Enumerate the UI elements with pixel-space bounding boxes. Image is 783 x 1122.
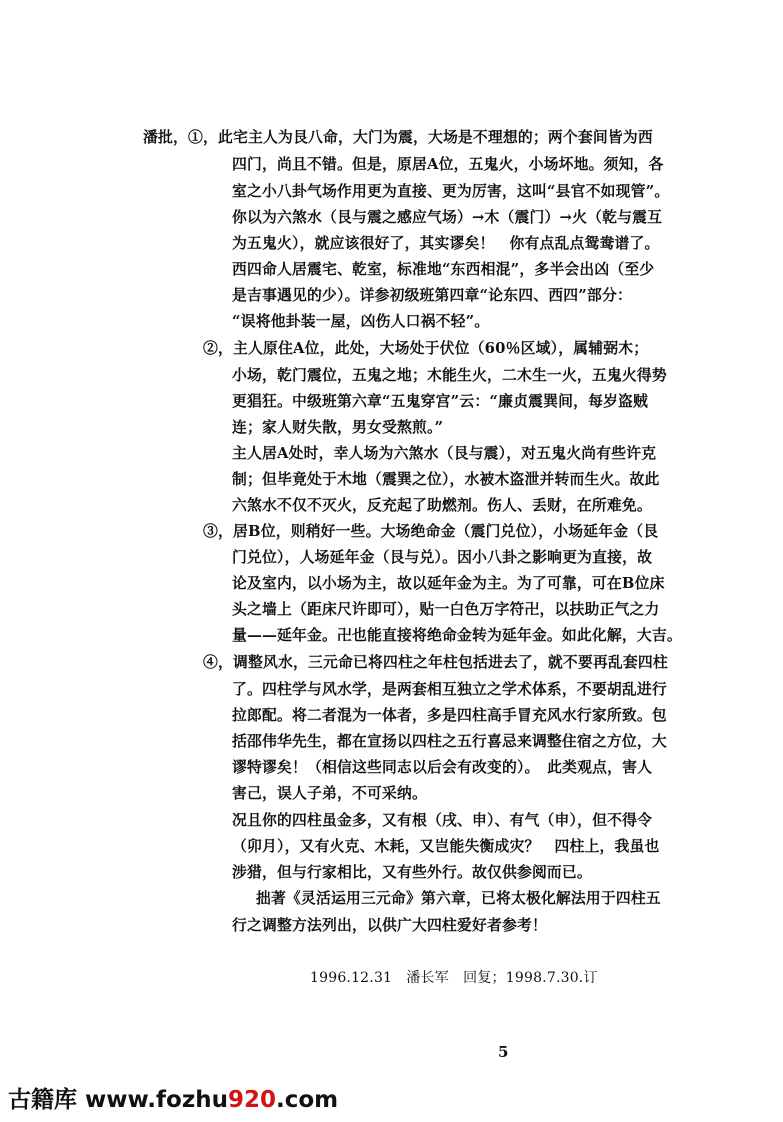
watermark-prefix: 古籍库 www.fozhu <box>8 1087 228 1113</box>
text-line: 害己，误人子弟，不可采纳。 <box>232 785 427 802</box>
text-line: 连；家人财失散，男女受熬煎。” <box>232 419 444 436</box>
watermark-suffix: .com <box>275 1087 339 1113</box>
text-line: 况且你的四柱虽金多，又有根（戌、申）、有气（申），但不得令 <box>232 812 653 829</box>
page-number: 5 <box>498 1043 509 1061</box>
text-line: ④，调整风水，三元命已将四柱之年柱包括进去了，就不要再乱套四柱 <box>203 654 668 671</box>
text-line: 量——延年金。卍也能直接将绝命金转为延年金。如此化解，大吉。 <box>232 627 682 644</box>
text-line: 论及室内，以小场为主，故以延年金为主。为了可靠，可在B位床 <box>232 575 665 592</box>
text-line: 拉郎配。将二者混为一体者，多是四柱高手冒充风水行家所致。包 <box>232 707 667 724</box>
text-line: 制；但毕竟处于木地（震巽之位），水被木盗泄并转而生火。故此 <box>232 471 660 488</box>
text-line: 更猖狂。中级班第六章“五鬼穿宫”云：“廉贞震巽间，每岁盗贼 <box>232 393 649 410</box>
text-line: 谬特谬矣！（相信这些同志以后会有改变的）。 此类观点，害人 <box>232 759 653 776</box>
text-line: 你以为六煞水（艮与震之感应气场）→木（震门）→火（乾与震互 <box>232 209 663 226</box>
text-line: 小场，乾门震位，五鬼之地；木能生火，二木生一火，五鬼火得势 <box>232 367 667 384</box>
text-line: ②，主人原住A位，此处，大场处于伏位（60％区域），属辅弼木； <box>203 340 649 357</box>
text-line: 潘批，①，此宅主人为艮八命，大门为震，大场是不理想的；两个套间皆为西 <box>143 129 653 146</box>
text-line: 行之调整方法列出，以供广大四柱爱好者参考！ <box>232 917 547 934</box>
text-line: 是吉事遇见的少）。详参初级班第四章“论东四、西四”部分： <box>232 287 632 304</box>
text-line: 头之墙上（距床尺许即可），贴一白色万字符卍，以扶助正气之力 <box>232 601 660 618</box>
text-line: 括邵伟华先生，都在宣扬以四柱之五行喜忌来调整住宿之方位，大 <box>232 733 667 750</box>
text-line: 主人居A处时，幸人场为六煞水（艮与震），对五鬼火尚有些许克 <box>232 445 657 462</box>
text-line: 门兑位），人场延年金（艮与兑）。因小八卦之影响更为直接，故 <box>232 549 653 566</box>
text-line: 了。四柱学与风水学，是两套相互独立之学术体系，不要胡乱进行 <box>232 681 667 698</box>
text-line: 六煞水不仅不灭火，反充起了助燃剂。伤人、丢财，在所难免。 <box>232 497 652 514</box>
text-line: （卯月），又有火克、木耗，又岂能失衡成灾？ 四柱上，我虽也 <box>232 838 660 855</box>
text-line: 室之小八卦气场作用更为直接、更为厉害，这叫“县官不如现管”。 <box>232 183 670 200</box>
text-line: ③，居B位，则稍好一些。大场绝命金（震门兑位），小场延年金（艮 <box>203 523 659 540</box>
text-line: 拙著《灵活运用三元命》第六章，已将太极化解法用于四柱五 <box>256 890 661 907</box>
text-line: 西四命人居震宅、乾室，标准地“东西相混”，多半会出凶（至少 <box>232 261 655 278</box>
signature-line: 1996.12.31 潘长军 回复；1998.7.30.订 <box>310 970 598 986</box>
watermark-number: 920 <box>227 1087 276 1113</box>
text-line: 为五鬼火），就应该很好了，其实谬矣！ 你有点乱点鸳鸯谱了。 <box>232 235 660 252</box>
watermark <box>8 1081 338 1114</box>
text-line: “误将他卦装一屋，凶伤人口祸不轻”。 <box>232 313 490 330</box>
text-line: 涉猎，但与行家相比，又有些外行。故仅供参阅而已。 <box>232 864 592 881</box>
text-line: 四门，尚且不错。但是，原居A位，五鬼火，小场坏地。须知，各 <box>232 156 664 173</box>
